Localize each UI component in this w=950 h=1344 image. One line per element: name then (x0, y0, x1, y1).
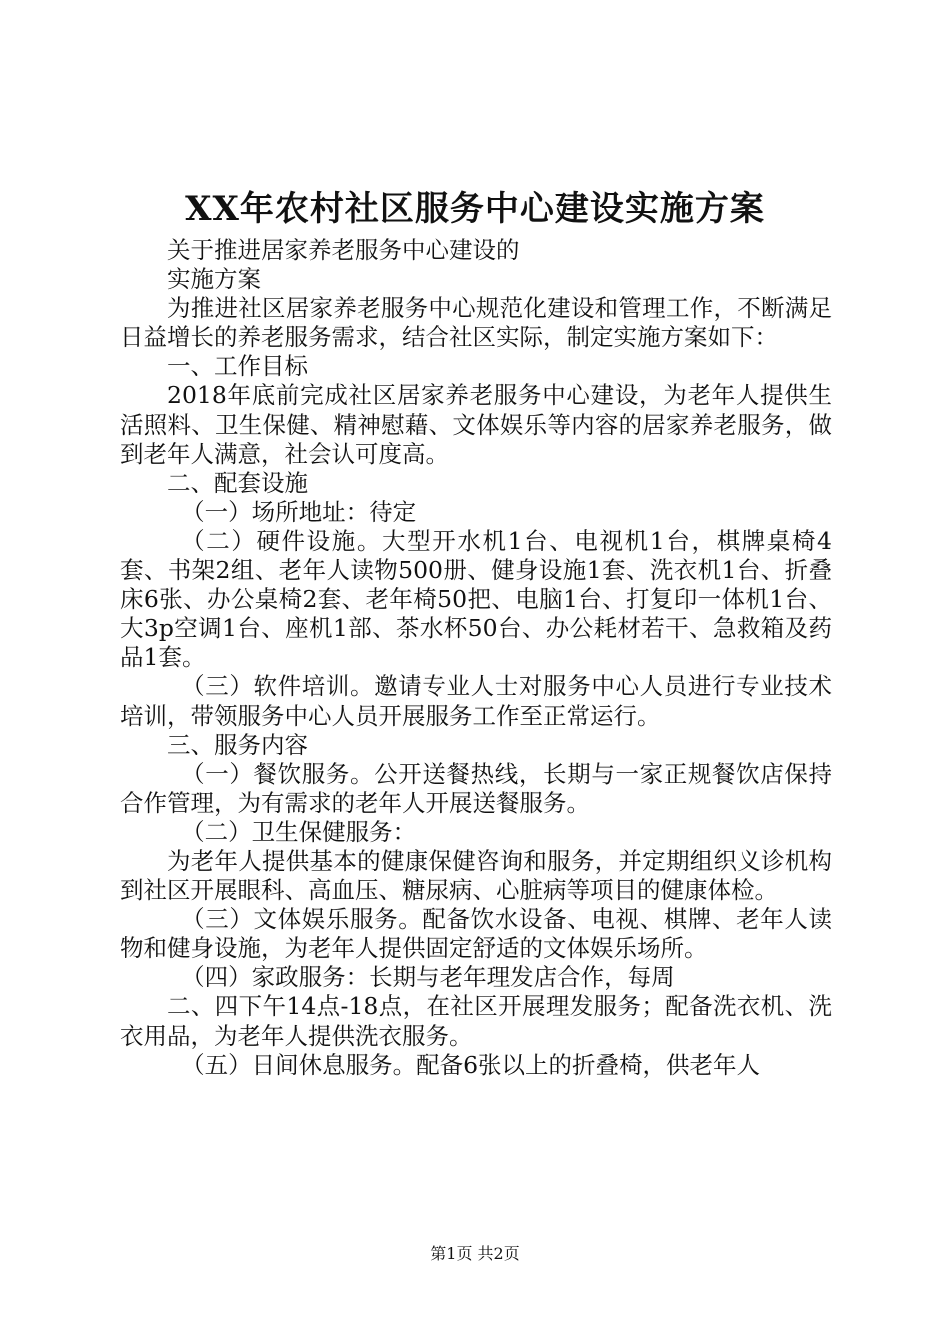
section-heading-facilities: 二、配套设施 (167, 468, 308, 497)
document-body (120, 236, 832, 1080)
facilities-item-1: （一）场所地址：待定 (181, 497, 417, 526)
document-title: XX年农村社区服务中心建设实施方案 (185, 189, 765, 229)
page-number-footer: 第1页 共2页 (430, 1244, 520, 1263)
services-item-4: （四）家政服务：长期与老年理发店合作，每周 (181, 963, 675, 992)
services-item-4-body: 二、四下午14点-18点，在社区开展理发服务；配备洗衣机、洗衣用品，为老年人提供洗衣服务。 (120, 992, 832, 1050)
facilities-item-3: （三）软件培训。邀请专业人士对服务中心人员进行专业技术培训，带领服务中心人员开展服务工作至正常运行。 (120, 672, 832, 730)
facilities-item-2: （二）硬件设施。大型开水机1台、电视机1台，棋牌桌椅4套、书架2组、老年人读物500册、健身设施1套、洗衣机1台、折叠床6张、办公桌椅2套、老年椅50把、电脑1台、打复印一体机1台、大3p空调1台、座机1部、茶水杯50台、办公耗材若干、急救箱及药品1套。 (120, 526, 832, 672)
intro-paragraph: 为推进社区居家养老服务中心规范化建设和管理工作，不断满足日益增长的养老服务需求，结合社区实际，制定实施方案如下： (120, 294, 832, 352)
services-item-2-heading: （二）卫生保健服务： (181, 817, 417, 846)
section-heading-services: 三、服务内容 (167, 730, 308, 759)
section-heading-goals: 一、工作目标 (167, 352, 308, 381)
services-item-1: （一）餐饮服务。公开送餐热线，长期与一家正规餐饮店保持合作管理，为有需求的老年人开展送餐服务。 (120, 759, 832, 817)
services-item-5: （五）日间休息服务。配备6张以上的折叠椅，供老年人 (181, 1050, 761, 1079)
goals-paragraph: 2018年底前完成社区居家养老服务中心建设，为老年人提供生活照料、卫生保健、精神慰藉、文体娱乐等内容的居家养老服务，做到老年人满意，社会认可度高。 (120, 381, 832, 468)
subtitle-line-2: 实施方案 (167, 265, 261, 294)
services-item-3: （三）文体娱乐服务。配备饮水设备、电视、棋牌、老年人读物和健身设施，为老年人提供固定舒适的文体娱乐场所。 (120, 905, 832, 963)
subtitle-line-1: 关于推进居家养老服务中心建设的 (167, 236, 520, 264)
services-item-2-body: 为老年人提供基本的健康保健咨询和服务，并定期组织义诊机构到社区开展眼科、高血压、糖尿病、心脏病等项目的健康体检。 (120, 846, 832, 905)
